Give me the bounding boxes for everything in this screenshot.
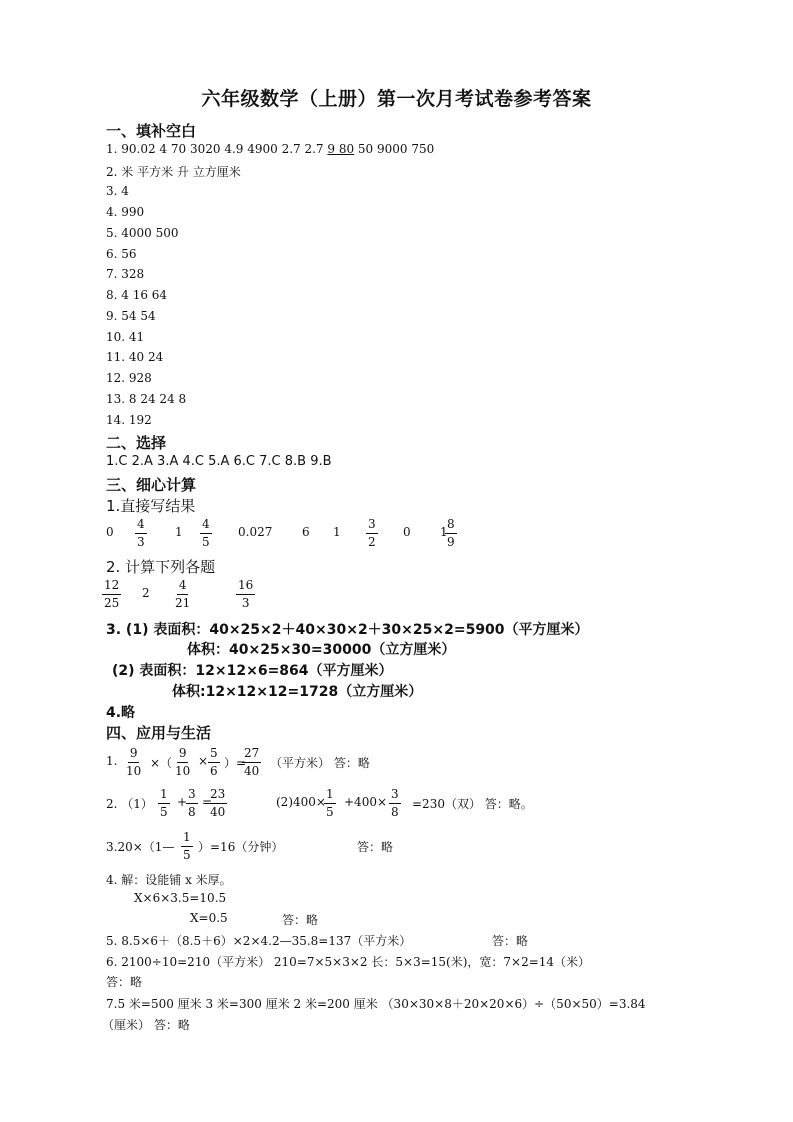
answer-1-1-part-c: 50 9000 750	[354, 142, 435, 156]
answer-line-1-6: 6. 56	[106, 247, 137, 261]
problem-2-part2-lead: (2)400×	[276, 795, 326, 809]
problem-1-answer: （平方米） 答：略	[270, 756, 370, 770]
section-2-heading: 二、选择	[106, 434, 167, 452]
denominator: 3	[137, 535, 145, 549]
calc-fraction-3	[236, 577, 255, 612]
problem-2-fraction-5	[389, 786, 401, 821]
numerator: 4	[200, 516, 212, 534]
q4-answer: 4.略	[106, 705, 136, 721]
numerator: 3	[366, 516, 378, 534]
q3-part1-surface: 3. (1) 表面积：40×25×2＋40×30×2＋30×25×2=5900（平方厘米）	[106, 622, 589, 638]
problem-1-fraction-4	[242, 745, 261, 780]
denominator: 3	[241, 596, 250, 610]
denominator: 40	[244, 764, 260, 778]
result-fraction-1	[135, 516, 147, 551]
q3-part1-volume: 体积：40×25×30=30000（立方厘米）	[187, 642, 456, 658]
numerator: 1	[181, 829, 193, 847]
problem-4-setup: 4. 解：设能铺 x 米厚。	[106, 873, 232, 887]
denominator: 8	[188, 805, 196, 819]
calc-fraction-1	[102, 577, 121, 612]
problem-1-fraction-2	[173, 745, 192, 780]
numerator: 1	[158, 786, 170, 804]
q3-part2-surface: (2) 表面积：12×12×6=864（平方厘米）	[112, 663, 393, 679]
denominator: 25	[104, 596, 120, 610]
denominator: 5	[160, 805, 168, 819]
problem-5-answer: 答：略	[492, 934, 529, 948]
numerator: 9	[177, 745, 189, 763]
numerator: 27	[242, 745, 261, 763]
numerator: 1	[324, 786, 336, 804]
problem-4-equation: X×6×3.5=10.5	[134, 891, 227, 905]
answer-line-1-5: 5. 4000 500	[106, 226, 179, 240]
denominator: 9	[447, 535, 455, 549]
problem-7-equation: 7.5 米=500 厘米 3 米=300 厘米 2 米=200 厘米 （30×30×8＋20×20×6）÷（50×50）=3.84	[106, 997, 646, 1011]
numerator: 23	[208, 786, 227, 804]
denominator: 8	[391, 805, 399, 819]
problem-7-answer: （厘米） 答：略	[102, 1018, 190, 1032]
problem-6-equation: 6. 2100÷10=210（平方米） 210=7×5×3×2 长：5×3=15(米)，宽：7×2=14（米）	[106, 955, 591, 969]
answer-line-1-8: 8. 4 16 64	[106, 288, 168, 302]
problem-1-label: 1.	[106, 754, 118, 768]
numerator: 3	[389, 786, 401, 804]
result-10-whole: 1	[440, 525, 448, 539]
calc-result-2: 2	[142, 586, 150, 600]
subsection-3-1-heading: 1.直接写结果	[106, 497, 196, 515]
problem-3-lead: 3.20×（1—	[106, 840, 175, 854]
answer-line-1-7: 7. 328	[106, 267, 145, 281]
numerator: 5	[208, 745, 220, 763]
problem-3-fraction	[181, 829, 193, 864]
problem-2-plus: +	[177, 795, 188, 809]
section-4-heading: 四、应用与生活	[106, 724, 212, 742]
answer-line-1-10: 10. 41	[106, 330, 145, 344]
result-7: 1	[333, 525, 341, 539]
problem-3-result: ）=16（分钟）	[198, 840, 284, 854]
denominator: 40	[210, 805, 226, 819]
result-5: 0.027	[238, 525, 273, 539]
answer-1-1-underlined: 9 80	[327, 142, 355, 156]
problem-1-operator-3: ）=	[224, 756, 247, 770]
problem-6-answer: 答：略	[106, 975, 143, 989]
problem-2-fraction-2	[186, 786, 198, 821]
denominator: 5	[202, 535, 210, 549]
denominator: 21	[175, 596, 191, 610]
answer-1-1-part-a: 1. 90.02 4 70 3020 4.9 4900 2.7 2.7	[106, 142, 328, 156]
problem-2-fraction-1	[158, 786, 170, 821]
problem-1-operator-1: ×（	[150, 756, 173, 770]
problem-2-fraction-4	[324, 786, 336, 821]
answer-line-1-9: 9. 54 54	[106, 309, 156, 323]
answer-line-1-1	[106, 142, 434, 156]
problem-2-label: 2. （1）	[106, 797, 153, 811]
numerator: 16	[236, 577, 255, 595]
denominator: 6	[210, 764, 218, 778]
result-1: 0	[106, 525, 114, 539]
answer-line-1-12: 12. 928	[106, 371, 152, 385]
denominator: 5	[183, 848, 191, 862]
problem-4-solution: X=0.5	[190, 911, 228, 925]
problem-2-answer: =230（双） 答：略。	[412, 797, 533, 811]
answer-line-1-11: 11. 40 24	[106, 350, 164, 364]
problem-2-equals: =	[202, 795, 213, 809]
answer-line-1-13: 13. 8 24 24 8	[106, 392, 187, 406]
numerator: 9	[128, 745, 140, 763]
numerator: 4	[135, 516, 147, 534]
result-6: 6	[302, 525, 310, 539]
result-fraction-4	[445, 516, 457, 551]
result-fraction-2	[200, 516, 212, 551]
q3-part2-volume: 体积:12×12×12=1728（立方厘米）	[172, 684, 423, 700]
numerator: 8	[445, 516, 457, 534]
problem-2-part2-mid: +400×	[344, 795, 388, 809]
numerator: 4	[177, 577, 189, 595]
result-fraction-3	[366, 516, 378, 551]
choice-answers: 1.C 2.A 3.A 4.C 5.A 6.C 7.C 8.B 9.B	[106, 454, 332, 469]
answer-line-1-4: 4. 990	[106, 205, 145, 219]
numerator: 12	[102, 577, 121, 595]
denominator: 10	[175, 764, 191, 778]
section-3-heading: 三、细心计算	[106, 476, 197, 494]
section-1-heading: 一、填补空白	[106, 122, 197, 140]
result-9: 0	[403, 525, 411, 539]
denominator: 2	[368, 535, 376, 549]
problem-3-answer: 答：略	[357, 840, 394, 854]
problem-1-fraction-3	[208, 745, 220, 780]
denominator: 5	[326, 805, 334, 819]
result-3: 1	[175, 525, 183, 539]
problem-5-equation: 5. 8.5×6＋（8.5＋6）×2×4.2—35.8=137（平方米）	[106, 934, 412, 948]
answer-line-1-2: 2. 米 平方米 升 立方厘米	[106, 165, 241, 179]
subsection-3-2-heading: 2. 计算下列各题	[106, 558, 216, 576]
calc-fraction-2	[173, 577, 192, 612]
problem-1-operator-2: ×	[198, 754, 209, 768]
problem-4-answer: 答：略	[282, 913, 319, 927]
problem-2-fraction-3	[208, 786, 227, 821]
answer-line-1-14: 14. 192	[106, 413, 152, 427]
denominator: 10	[126, 764, 142, 778]
page-title: 六年级数学（上册）第一次月考试卷参考答案	[201, 88, 592, 110]
problem-1-fraction-1	[124, 745, 143, 780]
numerator: 3	[186, 786, 198, 804]
answer-line-1-3: 3. 4	[106, 184, 129, 198]
